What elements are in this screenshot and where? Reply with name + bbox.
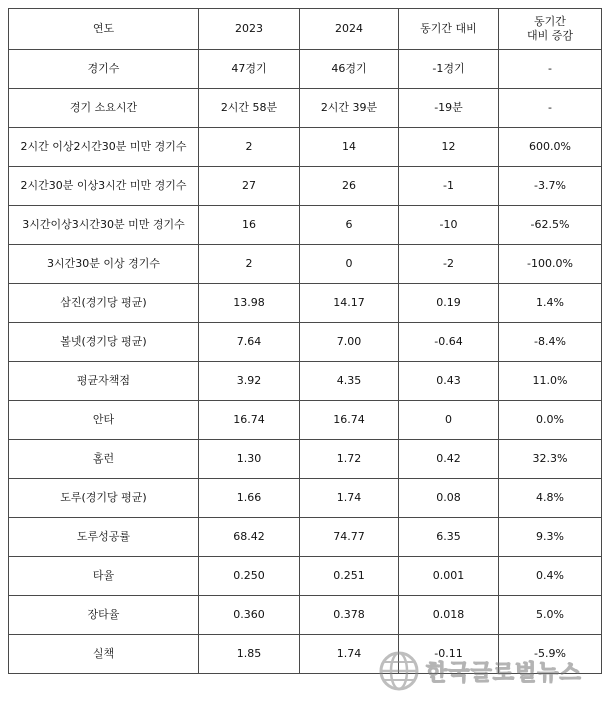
value-2023-cell: 0.250 [199, 557, 300, 596]
row-label-cell: 2시간 이상2시간30분 미만 경기수 [9, 128, 199, 167]
change-cell: -5.9% [499, 635, 602, 674]
row-label-cell: 도루성공률 [9, 518, 199, 557]
change-cell: 0.0% [499, 401, 602, 440]
header-2024-cell: 2024 [300, 9, 399, 50]
table-row [9, 323, 602, 362]
diff-cell: 0.018 [399, 596, 499, 635]
value-2023-cell: 0.360 [199, 596, 300, 635]
diff-cell: 0.42 [399, 440, 499, 479]
diff-cell: 6.35 [399, 518, 499, 557]
value-2024-cell: 14.17 [300, 284, 399, 323]
value-2023-cell: 1.30 [199, 440, 300, 479]
change-cell: - [499, 89, 602, 128]
table-row [9, 206, 602, 245]
value-2024-cell: 16.74 [300, 401, 399, 440]
row-label-cell: 평균자책점 [9, 362, 199, 401]
value-2024-cell: 74.77 [300, 518, 399, 557]
value-2023-cell: 13.98 [199, 284, 300, 323]
change-cell: 11.0% [499, 362, 602, 401]
value-2024-cell: 7.00 [300, 323, 399, 362]
value-2024-cell: 26 [300, 167, 399, 206]
diff-cell: 0 [399, 401, 499, 440]
row-label-cell: 장타율 [9, 596, 199, 635]
diff-cell: -0.11 [399, 635, 499, 674]
value-2024-cell: 1.74 [300, 479, 399, 518]
table-header-row [9, 9, 602, 50]
stats-comparison-table-wrapper [8, 8, 601, 674]
value-2024-cell: 6 [300, 206, 399, 245]
value-2023-cell: 2 [199, 245, 300, 284]
value-2023-cell: 16.74 [199, 401, 300, 440]
value-2023-cell: 2 [199, 128, 300, 167]
value-2024-cell: 0.251 [300, 557, 399, 596]
row-label-cell: 3시간이상3시간30분 미만 경기수 [9, 206, 199, 245]
change-cell: 1.4% [499, 284, 602, 323]
row-label-cell: 안타 [9, 401, 199, 440]
row-label-cell: 볼넷(경기당 평균) [9, 323, 199, 362]
row-label-cell: 타율 [9, 557, 199, 596]
value-2023-cell: 2시간 58분 [199, 89, 300, 128]
diff-cell: -19분 [399, 89, 499, 128]
change-cell: 5.0% [499, 596, 602, 635]
value-2024-cell: 1.72 [300, 440, 399, 479]
diff-cell: -1 [399, 167, 499, 206]
diff-cell: 0.08 [399, 479, 499, 518]
diff-cell: 12 [399, 128, 499, 167]
table-row [9, 440, 602, 479]
value-2024-cell: 1.74 [300, 635, 399, 674]
value-2024-cell: 0.378 [300, 596, 399, 635]
value-2024-cell: 0 [300, 245, 399, 284]
header-2023-cell: 2023 [199, 9, 300, 50]
value-2023-cell: 3.92 [199, 362, 300, 401]
change-cell: 32.3% [499, 440, 602, 479]
table-row [9, 167, 602, 206]
table-row [9, 635, 602, 674]
table-row [9, 596, 602, 635]
table-row [9, 284, 602, 323]
change-cell: 600.0% [499, 128, 602, 167]
table-row [9, 50, 602, 89]
diff-cell: -1경기 [399, 50, 499, 89]
value-2023-cell: 68.42 [199, 518, 300, 557]
header-change-line2: 대비 증감 [526, 29, 573, 42]
table-row [9, 401, 602, 440]
value-2024-cell: 14 [300, 128, 399, 167]
diff-cell: 0.19 [399, 284, 499, 323]
diff-cell: 0.43 [399, 362, 499, 401]
table-row [9, 89, 602, 128]
table-row [9, 245, 602, 284]
row-label-cell: 실책 [9, 635, 199, 674]
stats-comparison-table [8, 8, 602, 674]
value-2023-cell: 1.66 [199, 479, 300, 518]
value-2023-cell: 27 [199, 167, 300, 206]
change-cell: -3.7% [499, 167, 602, 206]
watermark-text: 한국글로벌뉴스 [426, 661, 582, 686]
diff-cell: -10 [399, 206, 499, 245]
change-cell: -62.5% [499, 206, 602, 245]
table-row [9, 479, 602, 518]
diff-cell: -0.64 [399, 323, 499, 362]
value-2023-cell: 1.85 [199, 635, 300, 674]
value-2024-cell: 4.35 [300, 362, 399, 401]
change-cell: - [499, 50, 602, 89]
row-label-cell: 홈런 [9, 440, 199, 479]
change-cell: 9.3% [499, 518, 602, 557]
row-label-cell: 3시간30분 이상 경기수 [9, 245, 199, 284]
value-2024-cell: 46경기 [300, 50, 399, 89]
table-row [9, 362, 602, 401]
row-label-cell: 2시간30분 이상3시간 미만 경기수 [9, 167, 199, 206]
row-label-cell: 경기수 [9, 50, 199, 89]
change-cell: -8.4% [499, 323, 602, 362]
row-label-cell: 경기 소요시간 [9, 89, 199, 128]
change-cell: -100.0% [499, 245, 602, 284]
row-label-cell: 도루(경기당 평균) [9, 479, 199, 518]
header-diff-cell: 동기간 대비 [399, 9, 499, 50]
value-2023-cell: 16 [199, 206, 300, 245]
change-cell: 4.8% [499, 479, 602, 518]
value-2023-cell: 7.64 [199, 323, 300, 362]
change-cell: 0.4% [499, 557, 602, 596]
header-change-cell [499, 9, 602, 50]
table-row [9, 128, 602, 167]
table-row [9, 557, 602, 596]
row-label-cell: 삼진(경기당 평균) [9, 284, 199, 323]
header-change-line1: 동기간 [534, 15, 566, 28]
value-2024-cell: 2시간 39분 [300, 89, 399, 128]
value-2023-cell: 47경기 [199, 50, 300, 89]
table-row [9, 518, 602, 557]
diff-cell: -2 [399, 245, 499, 284]
diff-cell: 0.001 [399, 557, 499, 596]
header-label-cell: 연도 [9, 9, 199, 50]
